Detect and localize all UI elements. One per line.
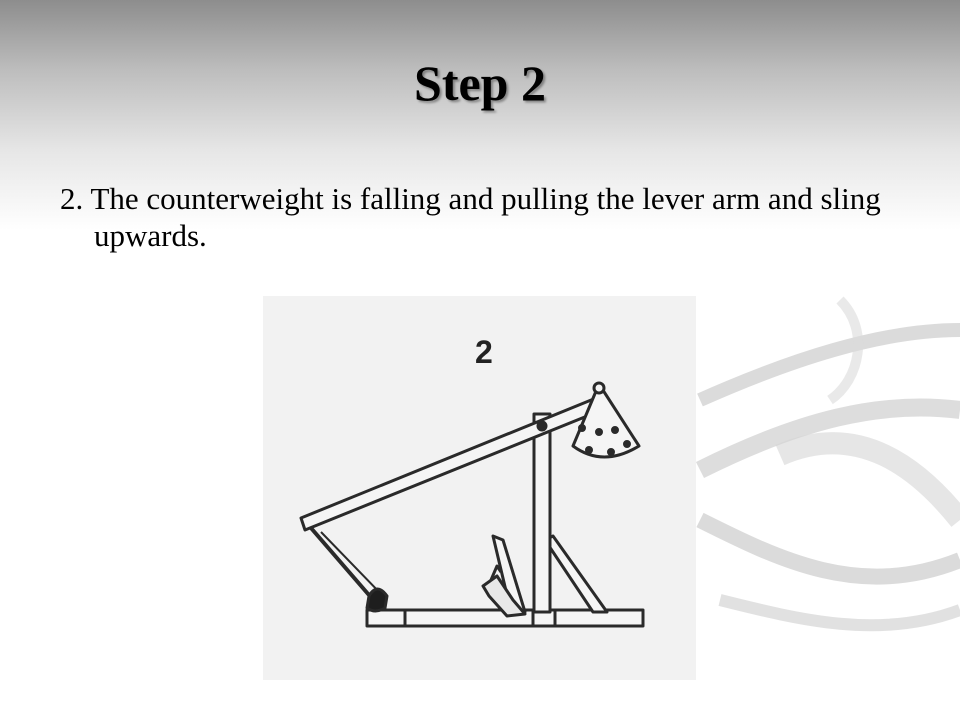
step-description: 2. The counterweight is falling and pulling the lever arm and sling upwards.: [60, 181, 881, 253]
trebuchet-figure: [263, 296, 696, 680]
main-upright: [534, 414, 550, 612]
figure-number-label: 2: [475, 334, 493, 370]
sling-pouch: [367, 589, 387, 611]
slide-body: [60, 180, 900, 254]
sling-rope: [311, 528, 375, 602]
pivot-pin: [538, 422, 546, 430]
slide-title: Step 2: [414, 55, 546, 111]
lever-arm: [301, 396, 607, 530]
right-support-leg: [545, 536, 607, 612]
